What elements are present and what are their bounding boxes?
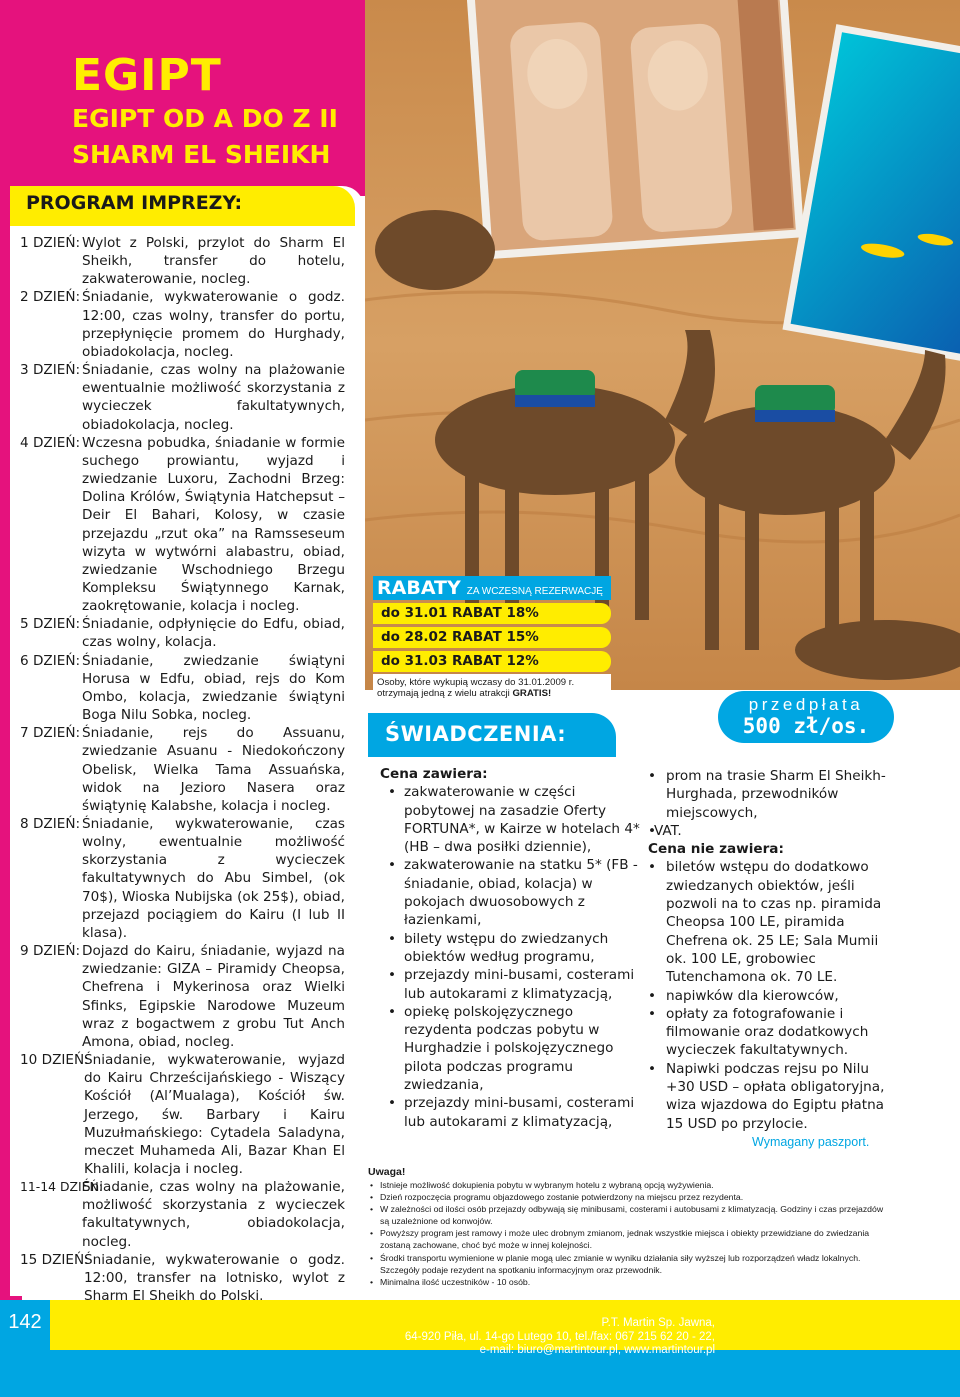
list-item: • zakwaterowanie na statku 5* (FB - śniadanie, obiad, kolacja) w pokojach dwuosobowych z łazienkami, xyxy=(380,856,642,929)
early-booking-discounts xyxy=(373,576,611,702)
list-item: • zakwaterowanie w części pobytowej na zasadzie Oferty FORTUNA*, w Kairze w hotelach 4* (HB – dwa posiłki dziennie), xyxy=(380,783,642,856)
program-day xyxy=(20,1178,345,1251)
list-item: • W zależności od ilości osób przejazdy odbywają się minibusami, costerami i autobusami z klimatyzacją. Godziny i czas przejazdów są uzależnione od konwojów. xyxy=(368,1203,893,1227)
price-includes-column xyxy=(380,765,642,1131)
list-item: • Minimalna ilość uczestników - 10 osób. xyxy=(368,1276,893,1288)
discounts-note-text: Osoby, które wykupią wczasy do 31.01.2009 r. otrzymają jedną z wielu atrakcji xyxy=(377,677,575,699)
destination-name: SHARM EL SHEIKH xyxy=(72,140,331,169)
day-description: Śniadanie, wykwaterowanie, czas wolny, ewentualnie możliwość skorzystania z wycieczek fakultatywnych do Abu Simbel, (ok 70$), Wioska Nubijska (ok 25$), obiad, przejazd pociągiem do Kairu (I lub II klasa). xyxy=(82,816,345,941)
price-excludes-title: Cena nie zawiera: xyxy=(648,841,784,858)
price-excludes-list xyxy=(638,858,892,1132)
program-day xyxy=(20,1251,345,1305)
page-title: EGIPT xyxy=(72,50,222,101)
tour-name: EGIPT OD A DO Z II xyxy=(72,104,338,133)
list-item: • napiwków dla kierowców, xyxy=(638,987,892,1005)
day-label: 5 DZIEŃ: xyxy=(20,616,81,633)
day-label: 4 DZIEŃ: xyxy=(20,434,81,451)
discount-item: do 31.03 RABAT 12% xyxy=(373,651,611,672)
program-day xyxy=(20,724,345,815)
list-item: • Napiwki podczas rejsu po Nilu +30 USD – opłata obligatoryjna, wiza wjazdowa do Egiptu płatna 15 USD po przylocie. xyxy=(638,1060,892,1133)
day-label: 3 DZIEŃ: xyxy=(20,362,81,379)
day-label: 11-14 DZIEŃ: xyxy=(20,1179,103,1195)
day-description: Śniadanie, rejs do Assuanu, zwiedzanie Asuanu - Niedokończony Obelisk, Wielka Tama Assuańska, widok na Jezioro Nasera oraz świątynię Kalabshe, kolacja i nocleg. xyxy=(82,725,345,814)
deposit-badge xyxy=(718,691,894,743)
company-address: 64-920 Piła, ul. 14-go Lutego 10, tel./fax: 067 215 62 20 - 22, xyxy=(404,1330,715,1343)
company-name: P.T. Martin Sp. Jawna, xyxy=(601,1317,715,1329)
deposit-amount: 500 zł/os. xyxy=(742,714,870,738)
day-description: Dojazd do Kairu, śniadanie, wyjazd na zwiedzanie: GIZA – Piramidy Cheopsa, Chefrena i Mykerinosa oraz Wielki Sfinks, Egipskie Narodowe Muzeum wraz z bogactwem z grobu Tut Anch Amona, obiad, nocleg. xyxy=(82,943,345,1050)
list-item: • bilety wstępu do zwiedzanych obiektów według programu, xyxy=(380,930,642,967)
day-description: Śniadanie, wykwaterowanie o godz. 12:00, transfer na lotnisko, wylot z Sharm El Sheikh do Polski. xyxy=(84,1251,345,1305)
program-heading: PROGRAM IMPREZY: xyxy=(26,192,243,214)
list-item: • przejazdy mini-busami, costerami lub autokarami z klimatyzacją, xyxy=(380,1094,642,1131)
program-day xyxy=(20,942,345,1051)
discounts-title: RABATY xyxy=(377,577,461,599)
list-item: • opłaty za fotografowanie i filmowanie oraz dodatkowych wycieczek fakultatywnych. xyxy=(638,1005,892,1060)
notes-list xyxy=(368,1179,893,1288)
program-day xyxy=(20,434,345,616)
price-includes-title: Cena zawiera: xyxy=(380,766,488,782)
day-label: 7 DZIEŃ: xyxy=(20,725,81,742)
program-day xyxy=(20,1051,345,1178)
temple-statues-photo xyxy=(466,0,804,259)
day-label: 8 DZIEŃ: xyxy=(20,816,81,832)
list-item: • Powyższy program jest ramowy i może ulec drobnym zmianom, jednak wszystkie miejsca i obiekty przewidziane do zwiedzania zostaną zachowane, choć być może w innej kolejności. xyxy=(368,1227,893,1251)
list-item: • prom na trasie Sharm El Sheikh-Hurghada, przewodników miejscowych, xyxy=(638,767,892,822)
notes-section xyxy=(368,1166,893,1288)
day-label: 2 DZIEŃ: xyxy=(20,289,81,306)
services-heading: ŚWIADCZENIA: xyxy=(385,722,567,746)
list-item: • Dzień rozpoczęcia programu objazdowego zostanie potwierdzony na miejscu przez rezydenta. xyxy=(368,1191,893,1203)
list-item: • Środki transportu wymienione w planie mogą ulec zmianie w wyniku działania siły wyższej lub rozporządzeń władz lokalnych. Szczegóły podaje rezydent na spotkaniu informacyjnym oraz przewodnik. xyxy=(368,1252,893,1276)
program-day xyxy=(20,815,345,942)
company-footer xyxy=(300,1317,715,1358)
program-day-list xyxy=(20,234,345,1305)
company-contact: e-mail: biuro@martintour.pl, www.martintour.pl xyxy=(479,1344,715,1357)
program-day xyxy=(20,234,345,288)
list-item: • opiekę polskojęzycznego rezydenta podczas pobytu w Hurghadzie i polskojęzycznego pilota podczas programu zwiedzania, xyxy=(380,1003,642,1094)
deposit-label: przedpłata xyxy=(748,695,864,714)
notes-title: Uwaga! xyxy=(368,1166,406,1178)
day-label: 9 DZIEŃ: xyxy=(20,943,81,960)
page-number: 142 xyxy=(8,1311,42,1333)
day-description: Śniadanie, czas wolny na plażowanie ewentualnie możliwość skorzystania z wycieczek fakultatywnych, obiadokolacja, nocleg. xyxy=(82,362,345,433)
program-day xyxy=(20,615,345,651)
passport-requirement: Wymagany paszport. xyxy=(752,1135,870,1149)
discount-item: do 28.02 RABAT 15% xyxy=(373,627,611,648)
program-day xyxy=(20,361,345,434)
day-label: 10 DZIEŃ: xyxy=(20,1052,89,1069)
discounts-header xyxy=(373,576,611,600)
discounts-note xyxy=(373,674,611,702)
list-item: • biletów wstępu do dodatkowo zwiedzanych obiektów, jeśli pozwoli na to czas np. piramida Cheopsa 100 LE, piramida Chefrena ok. 25 LE; Sala Mumii ok. 100 LE, grobowiec Tutenchamona ok. 70 LE. xyxy=(638,858,892,986)
day-description: Śniadanie, zwiedzanie świątyni Horusa w Edfu, obiad, rejs do Kom Ombo, kolacja, zwiedzanie świątyni Boga Nilu Sobka, nocleg. xyxy=(82,652,345,724)
day-description: Śniadanie, wykwaterowanie o godz. 12:00, czas wolny, transfer do portu, przepłynięcie promem do Hurghady, obiadokolacja, nocleg. xyxy=(82,289,345,360)
day-description: Śniadanie, wykwaterowanie, wyjazd do Kairu Chrześcijańskiego - Wiszący Kościół (Al’Mualaga), Kościół św. Jerzego, św. Barbary i Kairu Muzułmańskiego: Cytadela Saladyna, meczet Muhameda Ali, Bazar Khan El Khalili, kolacja i nocleg. xyxy=(84,1052,345,1177)
day-label: 6 DZIEŃ: xyxy=(20,652,81,669)
day-label: 15 DZIEŃ: xyxy=(20,1251,89,1268)
day-description: Śniadanie, odpłynięcie do Edfu, obiad, czas wolny, kolacja. xyxy=(82,616,345,651)
discounts-note-bonus: GRATIS! xyxy=(512,688,552,699)
day-description: Śniadanie, czas wolny na plażowanie, możliwość skorzystania z wycieczek fakultatywnych, obiadokolacja, nocleg. xyxy=(82,1179,345,1250)
program-day xyxy=(20,288,345,361)
price-details-column xyxy=(638,767,892,1133)
price-includes-list xyxy=(380,783,642,1131)
price-includes-continued xyxy=(638,767,892,840)
list-item: • przejazdy mini-busami, costerami lub autokarami z klimatyzacją, xyxy=(380,966,642,1003)
day-description: Wczesna pobudka, śniadanie w formie suchego prowiantu, wyjazd i zwiedzanie Luxoru, Zachodni Brzeg: Dolina Królów, Świątynia Hatchepsut – Deir El Bahari, Kolosy, w czasie przejazdu „rzut oka” na Ramsseseum wizyta w wytwórni alabastru, obiad, zwiedzanie Wschodniego Brzegu Kompleksu Świątynnego Karnak, zaokrętowanie, kolacja i nocleg. xyxy=(82,434,345,615)
day-description: Wylot z Polski, przylot do Sharm El Sheikh, transfer do hotelu, zakwaterowanie, nocleg. xyxy=(82,235,345,288)
list-item: • VAT. xyxy=(638,822,892,840)
list-item: • Istnieje możliwość dokupienia pobytu w wybranym hotelu z wybraną opcją wyżywienia. xyxy=(368,1179,893,1191)
program-day xyxy=(20,652,345,725)
discounts-subtitle: ZA WCZESNĄ REZERWACJĘ xyxy=(466,586,603,597)
discount-item: do 31.01 RABAT 18% xyxy=(373,603,611,624)
day-label: 1 DZIEŃ: xyxy=(20,235,81,251)
